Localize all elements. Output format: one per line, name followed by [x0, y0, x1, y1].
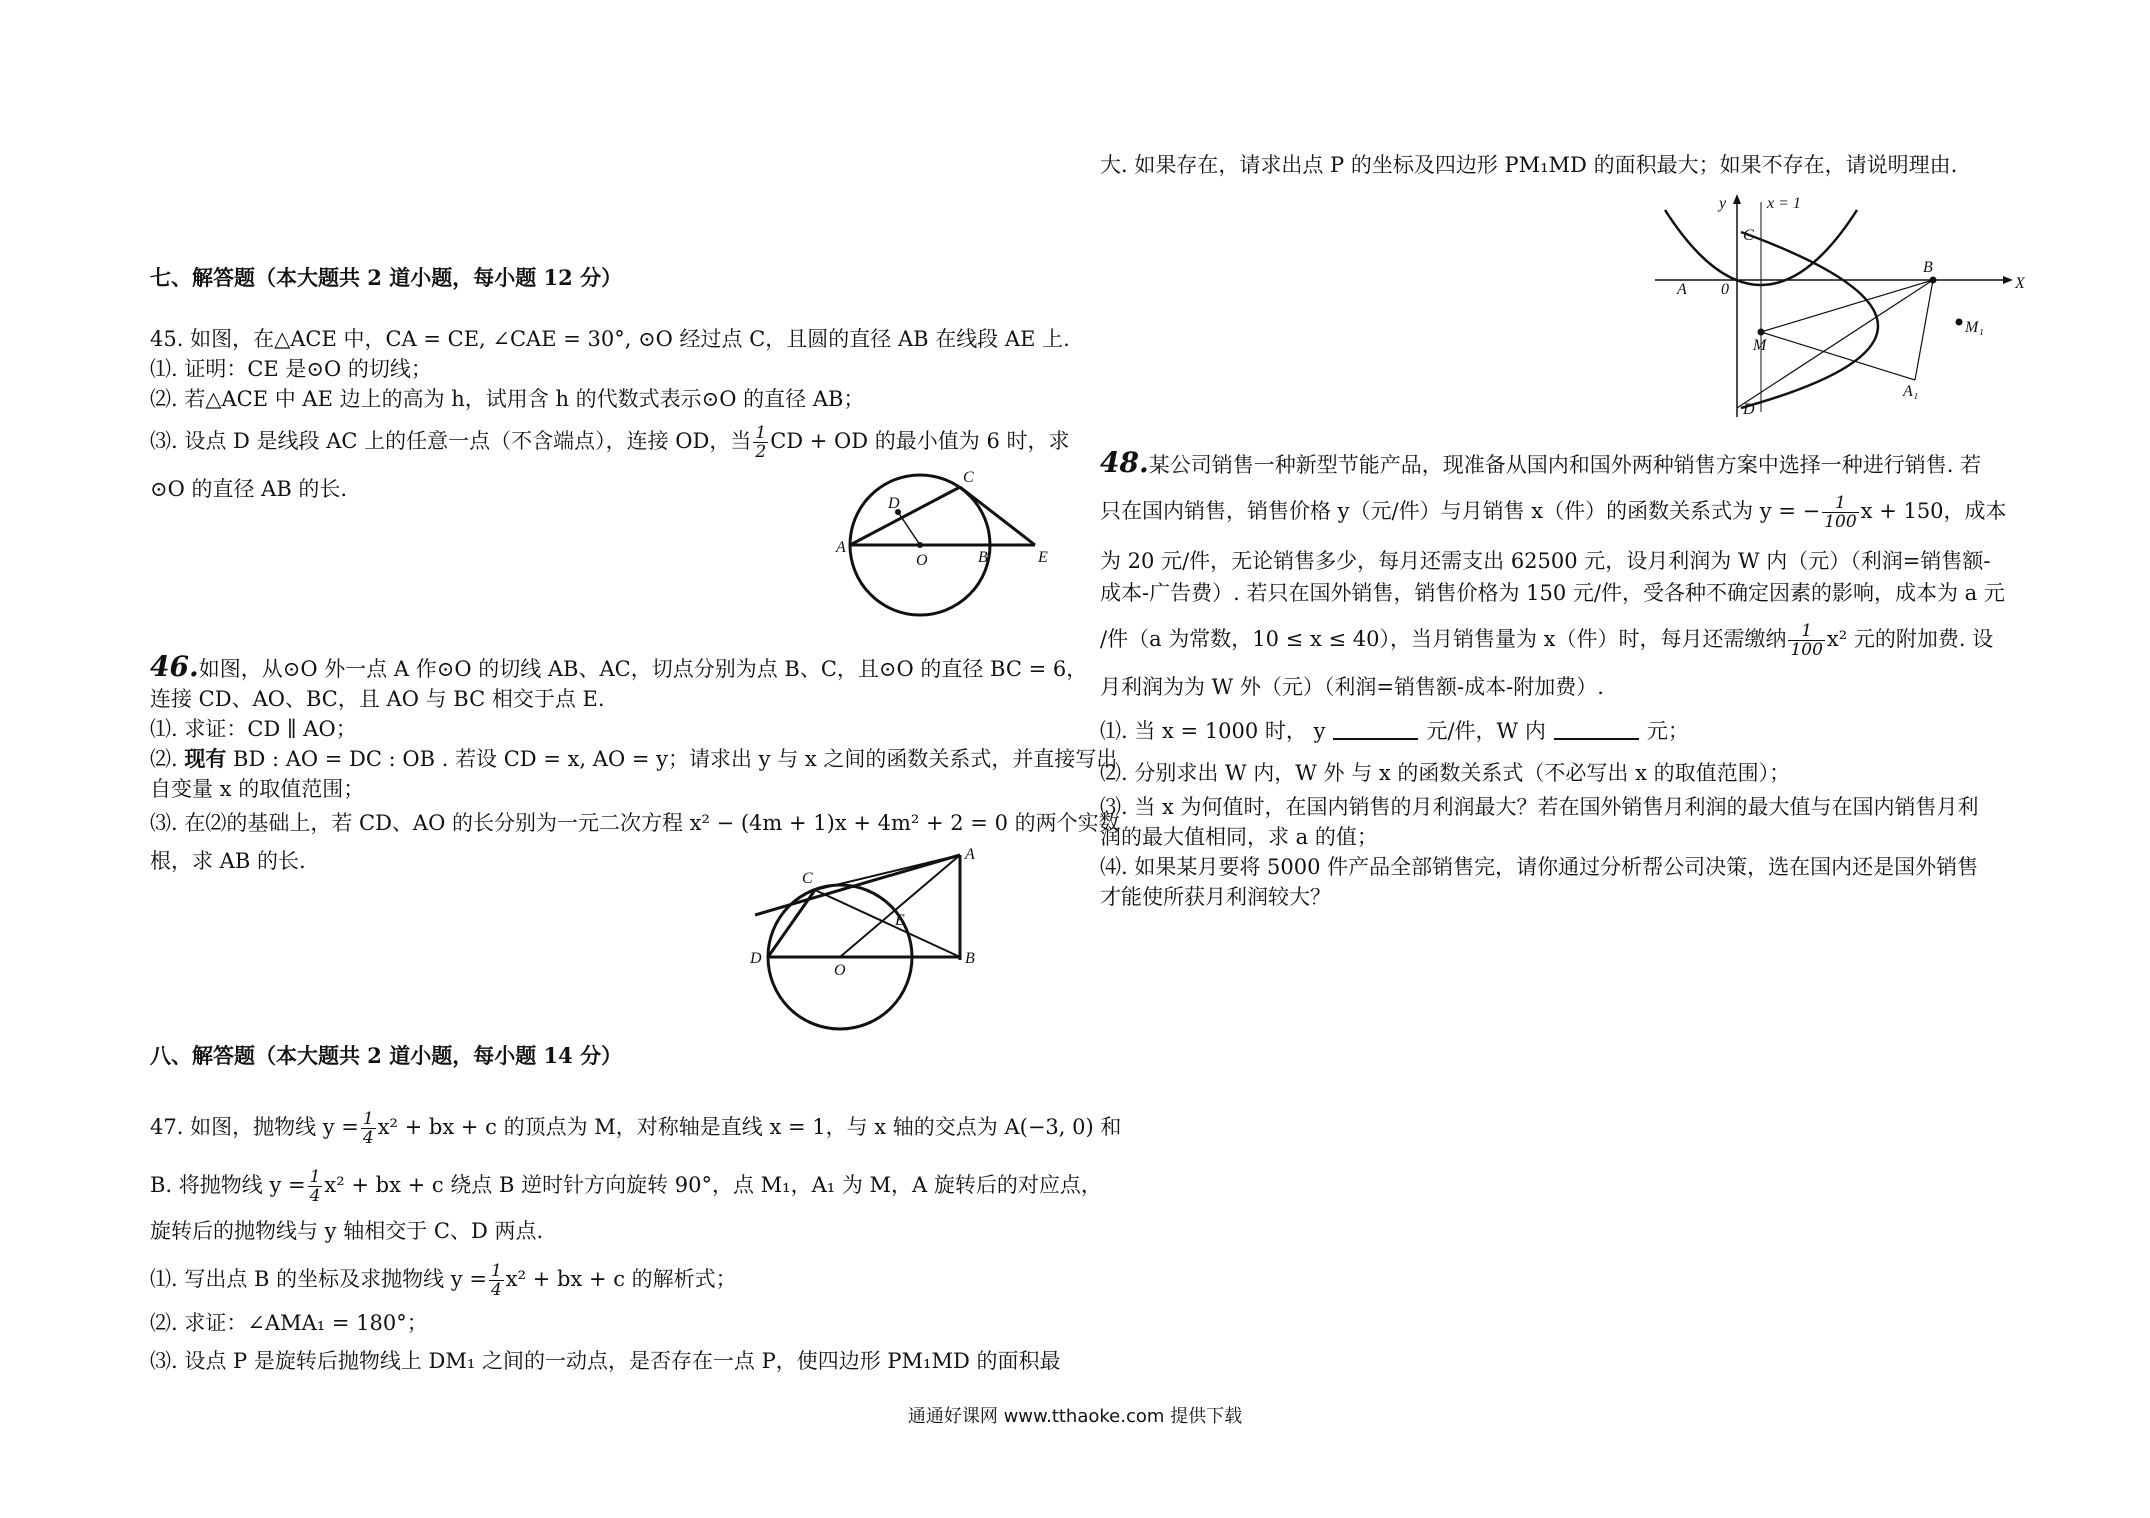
label-d: D — [888, 495, 900, 512]
segment-ac — [850, 487, 960, 545]
q46-tangent-figure — [720, 845, 1050, 1045]
q48-part3: ⑶. 当 x 为何值时，在国内销售的月利润最大？若在国外销售月利润的最大值与在国内销售月利 — [1100, 795, 1979, 819]
q48-part4: ⑷. 如果某月要将 5000 件产品全部销售完，请你通过分析帮公司决策，选在国内还是国外销售 — [1100, 855, 1979, 879]
x-axis-arrow — [2003, 276, 2013, 284]
label-a: A — [965, 846, 975, 863]
q48-line2: 只在国内销售，销售价格 y（元/件）与月销售 x（件）的函数关系式为 y = − $\frac{1}{100}$ x + 150，成本 — [1100, 493, 2007, 532]
label-c: C — [802, 870, 813, 887]
q46-part2: ⑵. 现有 BD : AO = DC : OB . 若设 CD = x, AO = y；请求出 y 与 x 之间的函数关系式，并直接写出 — [150, 746, 1118, 771]
page-footer: 通通好课网 www.tthaoke.com 提供下载 — [907, 1406, 1243, 1427]
q47-line1: 47. 如图，抛物线 y = $\frac{1}{4}$ x² + bx + c 的顶点为 M，对称轴是直线 x = 1，与 x 轴的交点为 A(−3, 0) 和 — [150, 1109, 1122, 1148]
label-d: D — [750, 950, 762, 967]
label-m1: M₁ — [1965, 319, 1984, 336]
rotated-parabola — [1741, 232, 1878, 408]
fraction-one-quarter: $\frac{1}{4}$ — [490, 1261, 502, 1300]
point-m — [1758, 329, 1765, 336]
q48-part3-cont: 润的最大值相同，求 a 的值； — [1100, 825, 1378, 849]
label-o: O — [834, 962, 846, 979]
q47-part1: ⑴. 写出点 B 的坐标及求抛物线 y = $\frac{1}{4}$ x² + bx + c 的解析式； — [150, 1261, 737, 1300]
label-x: X — [2015, 275, 2025, 292]
q47-part2: ⑵. 求证：∠AMA₁ = 180°； — [150, 1311, 428, 1335]
segment-od — [898, 512, 920, 545]
fraction-one-hundredth: $\frac{1}{100}$ — [1790, 621, 1823, 660]
q45-intro: 45. 如图，在△ACE 中，CA = CE, ∠CAE = 30°, ⊙O 经过点 C，且圆的直径 AB 在线段 AE 上. — [150, 327, 1070, 351]
q46-part3: ⑶. 在⑵的基础上，若 CD、AO 的长分别为一元二次方程 x² − (4m + 1)x + 4m² + 2 = 0 的两个实数 — [150, 811, 1120, 835]
label-e: E — [1038, 549, 1048, 566]
label-a1: A₁ — [1903, 383, 1919, 400]
q47-line3: 旋转后的抛物线与 y 轴相交于 C、D 两点. — [150, 1219, 544, 1243]
answer-blank-w[interactable] — [1554, 738, 1639, 740]
q46-part2-cont: 自变量 x 的取值范围； — [150, 777, 365, 801]
q48-part2: ⑵. 分别求出 W 内，W 外 与 x 的函数关系式（不必写出 x 的取值范围）； — [1100, 761, 1791, 785]
q45-part3-cont: ⊙O 的直径 AB 的长. — [150, 477, 348, 501]
fraction-one-quarter: $\frac{1}{4}$ — [309, 1167, 321, 1206]
tangent-ac — [755, 855, 960, 915]
label-a: A — [1677, 281, 1687, 298]
segment-ce — [960, 487, 1035, 545]
fraction-one-hundredth: $\frac{1}{100}$ — [1824, 493, 1857, 532]
label-e: E — [895, 912, 905, 929]
label-c: C — [963, 469, 974, 486]
q46-intro: 46.如图，从⊙O 外一点 A 作⊙O 的切线 AB、AC，切点分别为点 B、C，且⊙O 的直径 BC = 6， — [150, 650, 1088, 683]
point-b — [1930, 277, 1937, 284]
label-y: y — [1719, 195, 1727, 212]
label-origin: 0 — [1721, 281, 1729, 298]
q48-line5: /件（a 为常数，10 ≤ x ≤ 40），当月销售量为 x（件）时，每月还需缴纳 $\frac{1}{100}$ x² 元的附加费. 设 — [1100, 621, 1994, 660]
answer-blank-y[interactable] — [1333, 738, 1418, 740]
y-axis-arrow — [1733, 194, 1741, 204]
label-b: B — [978, 549, 988, 566]
q46-part3-cont: 根，求 AB 的长. — [150, 849, 306, 873]
section-8-heading: 八、解答题（本大题共 2 道小题，每小题 14 分） — [150, 1043, 623, 1068]
q48-part4-cont: 才能使所获月利润较大？ — [1100, 885, 1331, 909]
q48-part1: ⑴. 当 x = 1000 时， y 元/件，W 内 元； — [1100, 719, 1689, 743]
section-7-heading: 七、解答题（本大题共 2 道小题，每小题 12 分） — [150, 265, 623, 290]
fraction-one-half: $\frac{1}{2}$ — [755, 423, 767, 462]
q48-line3: 为 20 元/件，无论销售多少，每月还需支出 62500 元，设月利润为 W 内（元）（利润=销售额- — [1100, 549, 1991, 573]
label-m: M — [1753, 337, 1767, 354]
q46-part1: ⑴. 求证：CD ∥ AO； — [150, 717, 357, 741]
segment-ba1 — [1915, 280, 1933, 380]
q47-part3: ⑶. 设点 P 是旋转后抛物线上 DM₁ 之间的一动点，是否存在一点 P，使四边形 PM₁MD 的面积最 — [150, 1349, 1061, 1373]
label-x-equals-1: x = 1 — [1767, 195, 1801, 212]
q48-line4: 成本-广告费）. 若只在国外销售，销售价格为 150 元/件，受各种不确定因素的影响，成本为 a 元 — [1100, 581, 2005, 605]
q47-part3-cont: 大. 如果存在，请求出点 P 的坐标及四边形 PM₁MD 的面积最大；如果不存在，请说明理由. — [1100, 153, 1958, 177]
fraction-one-quarter: $\frac{1}{4}$ — [362, 1109, 374, 1148]
label-d: D — [1743, 401, 1755, 418]
q47-parabola-graph — [1645, 192, 2025, 422]
q47-line2: B. 将抛物线 y = $\frac{1}{4}$ x² + bx + c 绕点 B 逆时针方向旋转 90°，点 M₁，A₁ 为 M，A 旋转后的对应点， — [150, 1167, 1102, 1206]
segment-cb — [815, 890, 960, 957]
q45-part2: ⑵. 若△ACE 中 AE 边上的高为 h，试用含 h 的代数式表示⊙O 的直径 AB； — [150, 387, 865, 411]
point-o — [917, 542, 923, 548]
label-b: B — [965, 950, 975, 967]
q48-line6: 月利润为为 W 外（元）（利润=销售额-成本-附加费）. — [1100, 675, 1604, 699]
segment-mb — [1761, 280, 1933, 332]
point-m1 — [1956, 319, 1963, 326]
label-a: A — [836, 539, 846, 556]
q46-intro2: 连接 CD、AO、BC，且 AO 与 BC 相交于点 E. — [150, 687, 605, 711]
label-b: B — [1923, 259, 1933, 276]
q45-part3: ⑶. 设点 D 是线段 AC 上的任意一点（不含端点），连接 OD，当 $\frac{1}{2}$ CD + OD 的最小值为 6 时，求 — [150, 423, 1070, 462]
label-o: O — [916, 552, 928, 569]
label-c: C — [1743, 227, 1754, 244]
q48-line1: 48.某公司销售一种新型节能产品，现准备从国内和国外两种销售方案中选择一种进行销售. 若 — [1100, 446, 1982, 479]
q45-part1: ⑴. 证明：CE 是⊙O 的切线； — [150, 357, 432, 381]
